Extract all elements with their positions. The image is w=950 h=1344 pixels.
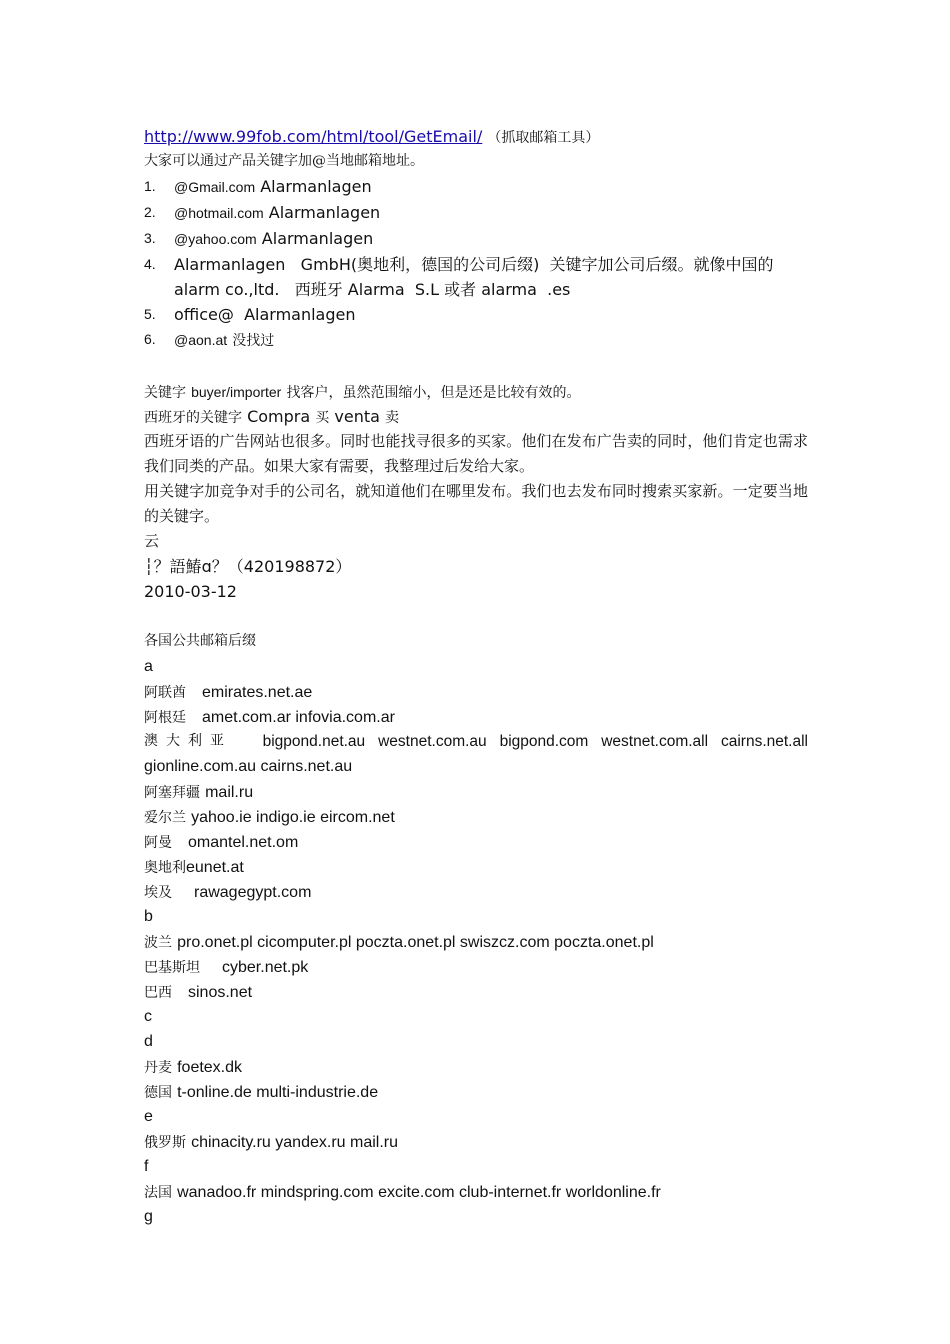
list-item: 阿联酋 emirates.net.ae <box>144 684 313 701</box>
list-item: 澳大利亚 bigpond.net.au westnet.com.au bigpond.com westnet.com.all cairns.net.all <box>144 733 808 750</box>
letter-heading: g <box>144 1208 153 1225</box>
list-item: 5. office@ Alarmanlagen <box>144 305 356 324</box>
paragraph-competitor: 用关键字加竞争对手的公司名，就知道他们在哪里发布。我们也去发布同时搜索买家新。一定要当地的关键字。 <box>144 482 808 525</box>
list-item: 丹麦 foetex.dk <box>144 1059 243 1076</box>
letter-heading: e <box>144 1108 153 1125</box>
document-body <box>144 124 808 1229</box>
list-item: 阿曼 omantel.net.om <box>144 834 299 851</box>
signature: ┆？語鰆ɑ？（420198872） <box>144 557 352 576</box>
list-item: 阿塞拜疆 mail.ru <box>144 784 254 801</box>
list-item: 奥地利eunet.at <box>144 859 244 876</box>
list-item: 阿根廷 amet.com.ar infovia.com.ar <box>144 709 395 726</box>
list-item: 4. Alarmanlagen GmbH(奥地利，德国的公司后缀) 关键字加公司后缀。就像中国的 alarm co.,ltd. 西班牙 Alarma S.L 或者 alarma .es <box>144 255 774 299</box>
keyword-note: 关键字 buyer/importer 找客户，虽然范围缩小，但是还是比较有效的。 <box>144 384 581 401</box>
suffix-section-title: 各国公共邮箱后缀 <box>144 633 256 649</box>
cloud-label: 云 <box>144 532 160 550</box>
list-item: gionline.com.au cairns.net.au <box>144 758 353 775</box>
list-item: 2. @hotmail.com Alarmanlagen <box>144 203 381 222</box>
list-item: 巴西 sinos.net <box>144 984 253 1001</box>
getemail-link[interactable]: http://www.99fob.com/html/tool/GetEmail/ <box>144 127 483 146</box>
letter-heading: d <box>144 1033 153 1050</box>
search-steps-list <box>144 174 808 354</box>
header-line <box>144 124 808 149</box>
list-item: 埃及 rawagegypt.com <box>144 884 312 901</box>
intro-text: 大家可以通过产品关键字加@当地邮箱地址。 <box>144 153 424 169</box>
list-item: 俄罗斯 chinacity.ru yandex.ru mail.ru <box>144 1134 398 1151</box>
list-item: 巴基斯坦 cyber.net.pk <box>144 959 309 976</box>
list-item: 1. @Gmail.com Alarmanlagen <box>144 177 372 196</box>
spanish-keyword-note: 西班牙的关键字 Compra 买 venta 卖 <box>144 407 399 426</box>
letter-heading: f <box>144 1158 149 1175</box>
list-item: 波兰 pro.onet.pl cicomputer.pl poczta.onet.pl swiszcz.com poczta.onet.pl <box>144 934 654 951</box>
list-item: 6. @aon.at 没找过 <box>144 331 275 349</box>
date: 2010-03-12 <box>144 582 237 601</box>
list-item: 3. @yahoo.com Alarmanlagen <box>144 229 374 248</box>
letter-heading: a <box>144 658 153 675</box>
letter-heading: b <box>144 908 153 925</box>
list-item: 法国 wanadoo.fr mindspring.com excite.com club-internet.fr worldonline.fr <box>144 1184 661 1201</box>
paragraph-spanish-sites: 西班牙语的广告网站也很多。同时也能找寻很多的买家。他们在发布广告卖的同时，他们肯定也需求我们同类的产品。如果大家有需要，我整理过后发给大家。 <box>144 432 808 475</box>
list-item: 德国 t-online.de multi-industrie.de <box>144 1084 379 1101</box>
link-note: （抓取邮箱工具） <box>487 130 600 146</box>
letter-heading: c <box>144 1008 152 1025</box>
list-item: 爱尔兰 yahoo.ie indigo.ie eircom.net <box>144 809 395 826</box>
